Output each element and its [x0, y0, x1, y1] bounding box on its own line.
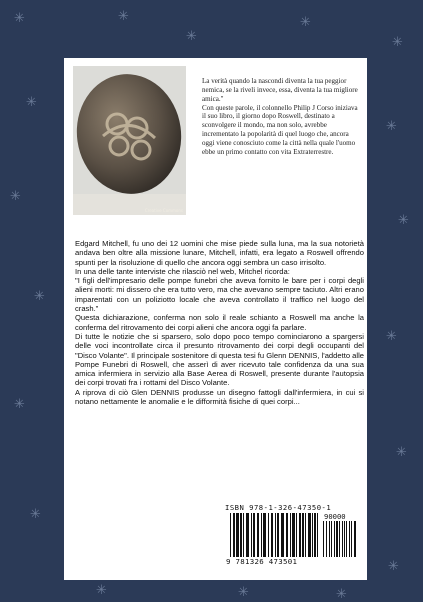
barcode-bar: [349, 521, 350, 557]
star-icon: ✳: [14, 397, 25, 412]
star-icon: ✳: [238, 585, 249, 600]
barcode-bar: [339, 521, 340, 557]
star-icon: ✳: [386, 119, 397, 134]
barcode-bar: [251, 513, 252, 557]
barcode-bar: [351, 521, 352, 557]
star-icon: ✳: [300, 15, 311, 30]
stone-photo: [73, 66, 186, 215]
blurb-paragraph: A riprova di ciò Glen DENNIS produsse un disegno fattogli dall'infermiera, in cui si notano nettamente le anomalie e le difformità fisiche di quei corpi...: [75, 387, 364, 407]
barcode-bar: [342, 521, 343, 557]
quote-paragraph: La verità quando la nascondi diventa la tua peggior nemica, se la riveli invece, essa, diventa la tua migliore amica.": [202, 77, 358, 103]
star-icon: ✳: [30, 507, 41, 522]
barcode-bar: [305, 513, 306, 557]
barcode-bar: [302, 513, 304, 557]
barcode-bar: [323, 521, 324, 557]
barcode-bar: [281, 513, 284, 557]
barcode-bar: [290, 513, 291, 557]
barcode-bar: [253, 513, 255, 557]
star-icon: ✳: [398, 213, 409, 228]
ean-digits: 9 781326 473501: [226, 557, 298, 566]
barcode-bar: [246, 513, 249, 557]
star-icon: ✳: [386, 329, 397, 344]
barcode-bar: [329, 521, 330, 557]
barcode-bar: [243, 513, 244, 557]
quote-paragraph: Con queste parole, il colonnello Philip J Corso iniziava il suo libro, il giorno dopo Roswell, destinato a sconvolgere il mondo, ma non solo, avrebbe incrementato la popolarità di quel luogo che, ancora oggi viene conosciuto come la città nella quale l'uomo ebbe un primo contatto con vita Extraterrestre.: [202, 103, 358, 156]
intro-quote: [202, 77, 358, 157]
barcode-bar: [275, 513, 276, 557]
barcode-bar: [354, 521, 356, 557]
barcode-bar: [230, 513, 231, 557]
blurb-paragraph: Edgard Mitchell, fu uno dei 12 uomini che mise piede sulla luna, ma la sua notorietà andava ben oltre alla missione lunare, Mitchell, infatti, era legato a Roswell offrendo spunti per la risoluzione di quello che ancora oggi sembra un caso irrisolto.: [75, 239, 364, 267]
barcode-bar: [296, 513, 297, 557]
barcode-bar: [314, 513, 316, 557]
star-icon: ✳: [336, 587, 347, 602]
star-icon: ✳: [396, 445, 407, 460]
barcode-bar: [336, 521, 338, 557]
barcode-bar: [277, 513, 279, 557]
barcode-bar: [233, 513, 235, 557]
barcode-bar: [331, 521, 332, 557]
barcode-bar: [236, 513, 239, 557]
barcode-bar: [257, 513, 259, 557]
photo-caption: Creative Commons: [144, 208, 183, 213]
price-code: 90000: [324, 512, 346, 521]
blurb-paragraph: Di tutte le notizie che si sparsero, solo dopo poco tempo cominciarono a spargersi delle voci incontrollate circa il presunto ritrovamento dei corpi degli occupanti del "Disco Volante". Il principale sostenitore di questa tesi fu Glenn DENNIS, l'addetto alle Pompe Funebri di Roswell, che asserì di aver ricevuto tale confidenza da una sua amica infermiera in servizio alla Base Aerea di Roswell, presente durante l'autopsia dei corpi trovati fra i rottami del Disco Volante.: [75, 331, 364, 388]
barcode-bars: [230, 513, 320, 557]
barcode-bar: [326, 521, 327, 557]
engraved-stone-image: [73, 66, 186, 215]
star-icon: ✳: [96, 583, 107, 598]
barcode-bar: [263, 513, 266, 557]
barcode-bar: [346, 521, 347, 557]
star-icon: ✳: [10, 189, 21, 204]
barcode-bar: [240, 513, 242, 557]
star-icon: ✳: [26, 95, 37, 110]
barcode-bar: [312, 513, 313, 557]
barcode-bar: [268, 513, 269, 557]
blurb-paragraph: In una delle tante interviste che rilasciò nel web, Mitchel ricorda:: [75, 266, 290, 276]
barcode-bar: [317, 513, 318, 557]
star-icon: ✳: [186, 29, 197, 44]
barcode-bar: [344, 521, 345, 557]
blurb-paragraph: Questa dichiarazione, conferma non solo il reale schianto a Roswell ma anche la conferma del ritrovamento dei corpi alieni che ancora oggi fa parlare.: [75, 313, 364, 332]
blurb-paragraph: "I figli dell'impresario delle pompe funebri che aveva fornito le bare per i corpi degli alieni morti: mi dissero che era tutto vero, ma che avevano sempre taciuto. Altri erano imparentati con un poliziotto locale che aveva controllato il traffico nel luogo del crash.": [75, 276, 364, 314]
star-icon: ✳: [118, 9, 129, 24]
star-icon: ✳: [388, 559, 399, 574]
barcode-bar: [286, 513, 288, 557]
isbn-label: ISBN 978-1-326-47350-1: [225, 503, 332, 512]
barcode-addon-bars: [323, 521, 359, 557]
barcode-bar: [292, 513, 295, 557]
barcode-bar: [308, 513, 311, 557]
barcode-bar: [334, 521, 335, 557]
barcode-bar: [299, 513, 301, 557]
barcode-bar: [261, 513, 262, 557]
barcode-bar: [271, 513, 273, 557]
blurb-text: [75, 239, 364, 406]
star-icon: ✳: [392, 35, 403, 50]
star-icon: ✳: [14, 11, 25, 26]
star-icon: ✳: [34, 289, 45, 304]
